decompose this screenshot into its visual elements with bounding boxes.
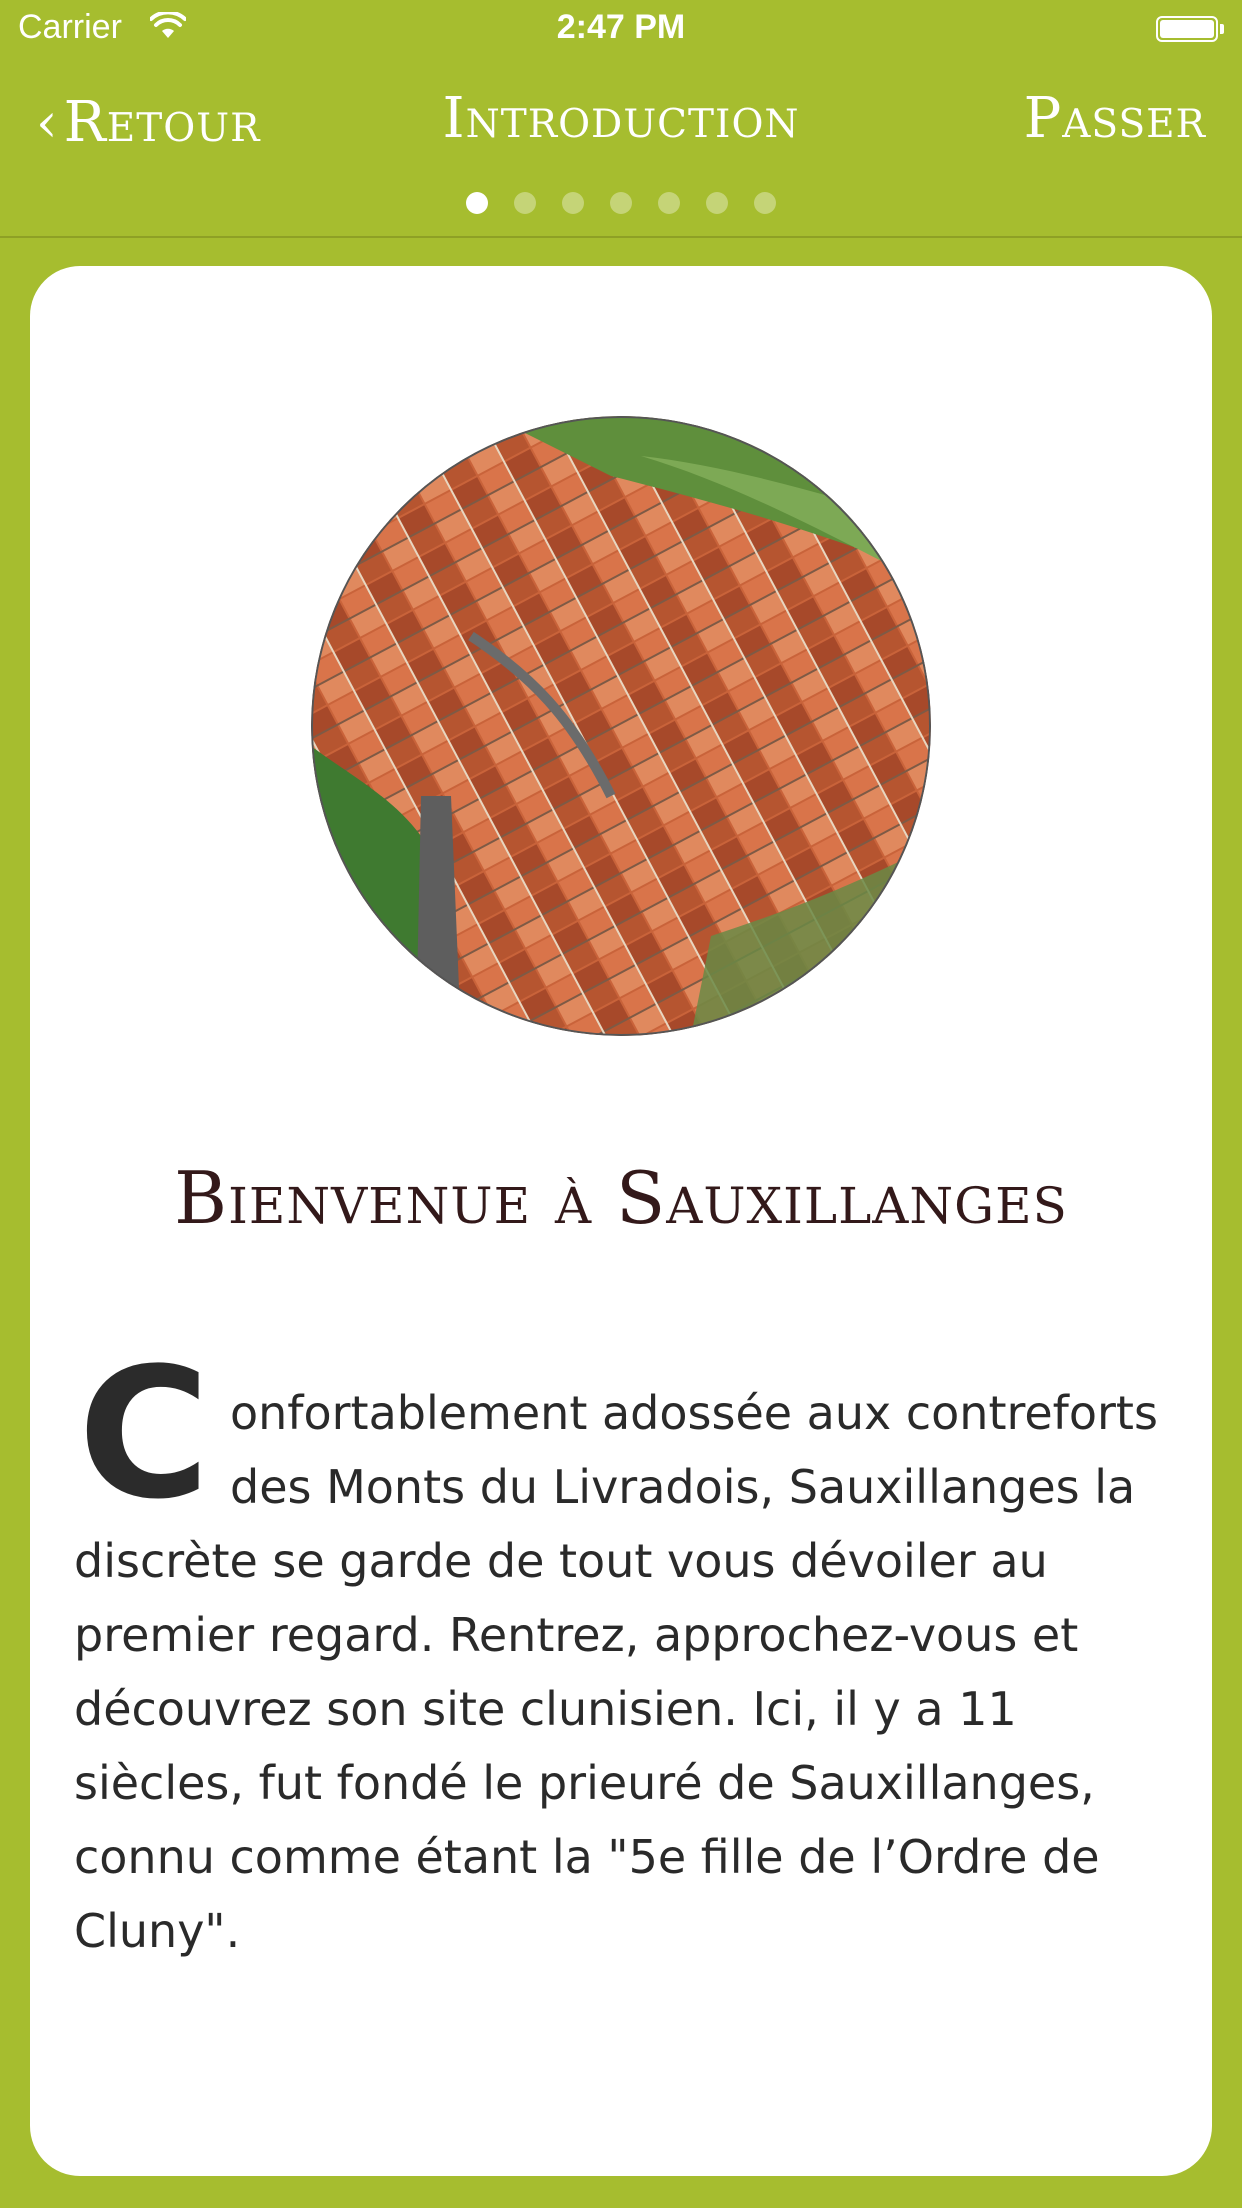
back-chevron-icon: ‹ [36,90,58,154]
page-dot[interactable] [562,192,584,214]
page-dot[interactable] [610,192,632,214]
page-title: Introduction [442,86,800,151]
navigation-bar [0,60,1242,238]
page-dot[interactable] [514,192,536,214]
page-dot[interactable] [466,192,488,214]
intro-card [30,266,1212,2176]
battery-icon [1156,16,1224,44]
page-dot[interactable] [754,192,776,214]
intro-paragraph [74,1358,1184,1968]
clock: 2:47 PM [556,8,686,46]
back-label: Retour [63,90,261,155]
intro-text: onfortablement adossée aux contreforts des Monts du Livradois, Sauxillanges la discrète se garde de tout vous dévoiler au premier regard. Rentrez, approchez-vous et découvrez son site clunisien. Ici, il y a 11 siècles, fut fondé le prieuré de Sauxillanges, connu comme étant la "5e fille de l’Ordre de Cluny". [74,1386,1158,1958]
village-photo [311,416,931,1036]
carrier-label: Carrier [18,8,122,46]
page-dot[interactable] [658,192,680,214]
welcome-title: Bienvenue à Sauxillanges [174,1156,1068,1240]
skip-button[interactable]: Passer [1023,86,1206,151]
svg-text:C: C [77,1358,211,1508]
dropcap-letter [74,1358,214,1508]
page-dot[interactable] [706,192,728,214]
status-bar [0,0,1242,60]
page-indicator[interactable] [0,192,1242,214]
